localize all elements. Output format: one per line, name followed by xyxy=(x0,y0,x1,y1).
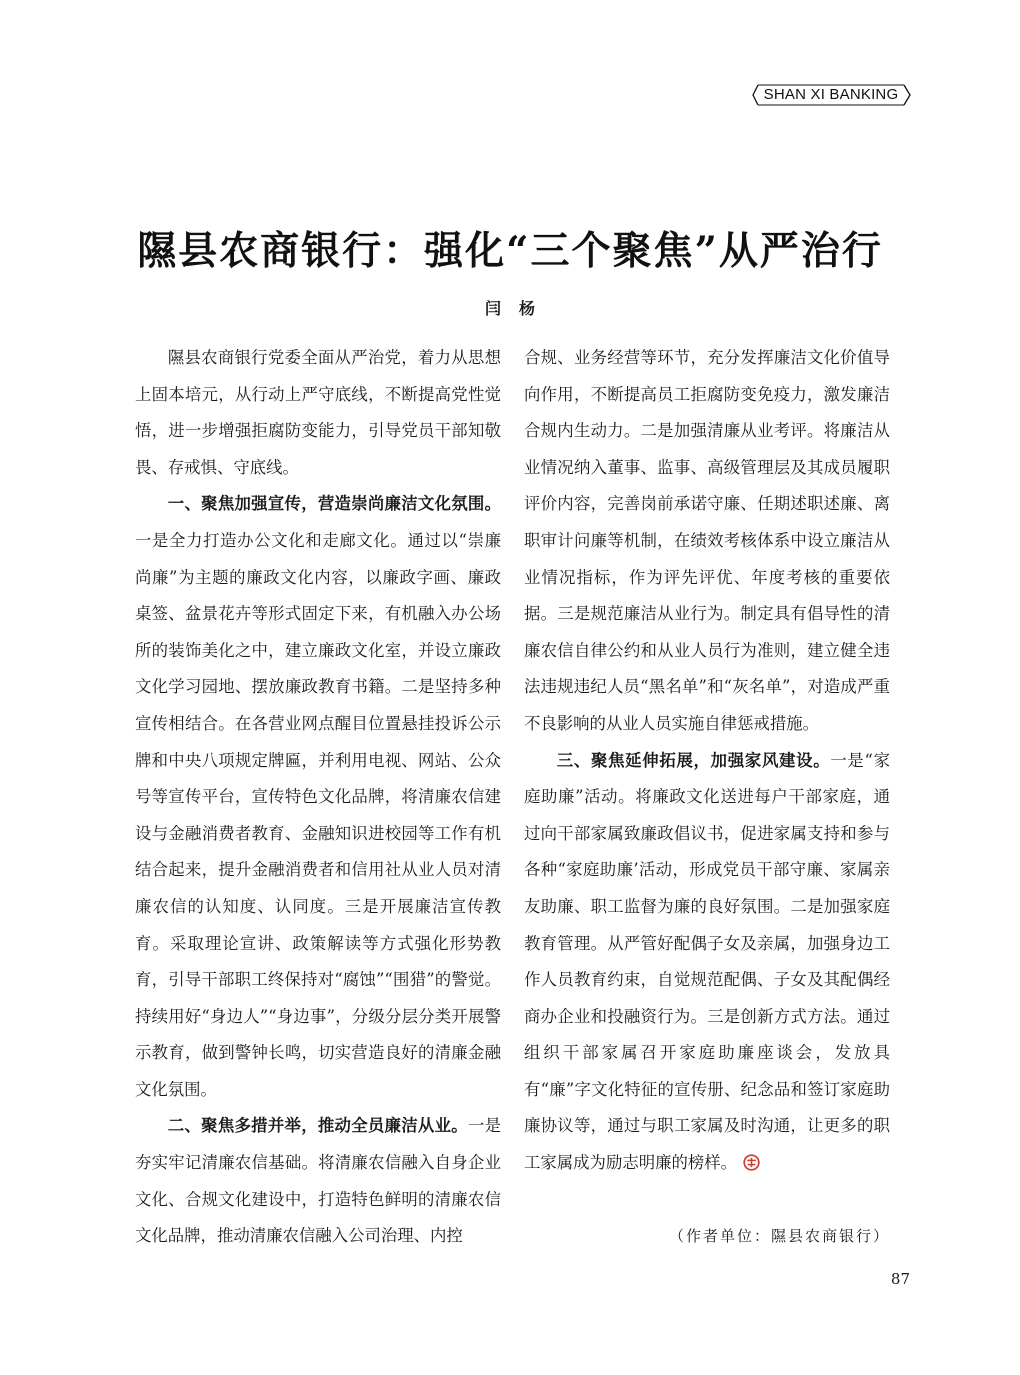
intro-paragraph: 隰县农商银行党委全面从严治党，着力从思想上固本培元，从行动上严守底线，不断提高党性觉悟，进一步增强拒腐防变能力，引导党员干部知敬畏、存戒惧、守底线。 xyxy=(135,348,501,477)
section-2-text-part-a: 一是夯实牢记清廉农信基础。将清廉农信融入自身企业文化、合规文化建设中，打造特色鲜明的清廉农信文化品牌，推动清廉农信融入公司治理、内控 xyxy=(135,1116,502,1246)
section-3-text: 一是“家庭助廉”活动。将廉政文化送进每户干部家庭，通过向干部家属致廉政倡议书，促进家属支持和参与各种“家庭助廉’活动，形成党员干部守廉、家属亲友助廉、职工监督为廉的良好氛围。二是加强家庭教育管理。从严管好配偶子女及亲属，加强身边工作人员教育约束，自觉规范配偶、子女及其配偶经商办企业和投融资行为。三是创新方式方法。通过组织干部家属召开家庭助廉座谈会，发放具有“廉”字文化特征的宣传册、纪念品和签订家庭助廉协议等，通过与职工家属及时沟通，让更多的职工家属成为励志明廉的榜样。 xyxy=(524,750,890,1173)
article-author: 闫杨 xyxy=(484,299,553,318)
end-mark-icon xyxy=(743,1154,760,1171)
body-column-left xyxy=(135,340,501,1255)
section-2-heading: 二、聚焦多措并举，推动全员廉洁从业。 xyxy=(167,1116,468,1136)
section-1-paragraph xyxy=(135,486,501,1108)
section-3-heading: 三、聚焦延伸拓展，加强家风建设。 xyxy=(556,750,831,770)
section-1-heading: 一、聚焦加强宣传，营造崇尚廉洁文化氛围。 xyxy=(167,494,501,514)
section-2-paragraph xyxy=(135,1108,501,1254)
page-number: 87 xyxy=(890,1270,910,1288)
journal-section-tag xyxy=(752,84,910,106)
section-3-paragraph xyxy=(524,743,890,1182)
article-title: 隰县农商银行：强化“三个聚焦”从严治行 xyxy=(137,228,883,274)
section-2-continuation: 合规、业务经营等环节，充分发挥廉洁文化价值导向作用，不断提高员工拒腐防变免疫力，激发廉洁合规内生动力。二是加强清廉从业考评。将廉洁从业情况纳入董事、监事、高级管理层及其成员履职评价内容，完善岗前承诺守廉、任期述职述廉、离职审计问廉等机制，在绩效考核体系中设立廉洁从业情况指标，作为评先评优、年度考核的重要依据。三是规范廉洁从业行为。制定具有倡导性的清廉农信自律公约和从业人员行为准则，建立健全违法违规违纪人员“黑名单”和“灰名单”，对造成严重不良影响的从业人员实施自律惩戒措施。 xyxy=(524,348,890,733)
author-affiliation: （作者单位：隰县农商银行） xyxy=(668,1227,890,1245)
body-column-right xyxy=(524,340,890,1182)
section-tag-label: SHAN XI BANKING xyxy=(763,86,899,103)
section-1-text: 一是全力打造办公文化和走廊文化。通过以“崇廉尚廉”为主题的廉政文化内容，以廉政字画、廉政桌签、盆景花卉等形式固定下来，有机融入办公场所的装饰美化之中，建立廉政文化室，并设立廉政文化学习园地、摆放廉政教育书籍。二是坚持多种宣传相结合。在各营业网点醒目位置悬挂投诉公示牌和中央八项规定牌匾，并利用电视、网站、公众号等宣传平台，宣传特色文化品牌，将清廉农信建设与金融消费者教育、金融知识进校园等工作有机结合起来，提升金融消费者和信用社从业人员对清廉农信的认知度、认同度。三是开展廉洁宣传教育。采取理论宣讲、政策解读等方式强化形势教育，引导干部职工终保持对“腐蚀”“围猎”的警觉。持续用好“身边人”“身边事”，分级分层分类开展警示教育，做到警钟长鸣，切实营造良好的清廉金融文化氛围。 xyxy=(135,530,501,1099)
